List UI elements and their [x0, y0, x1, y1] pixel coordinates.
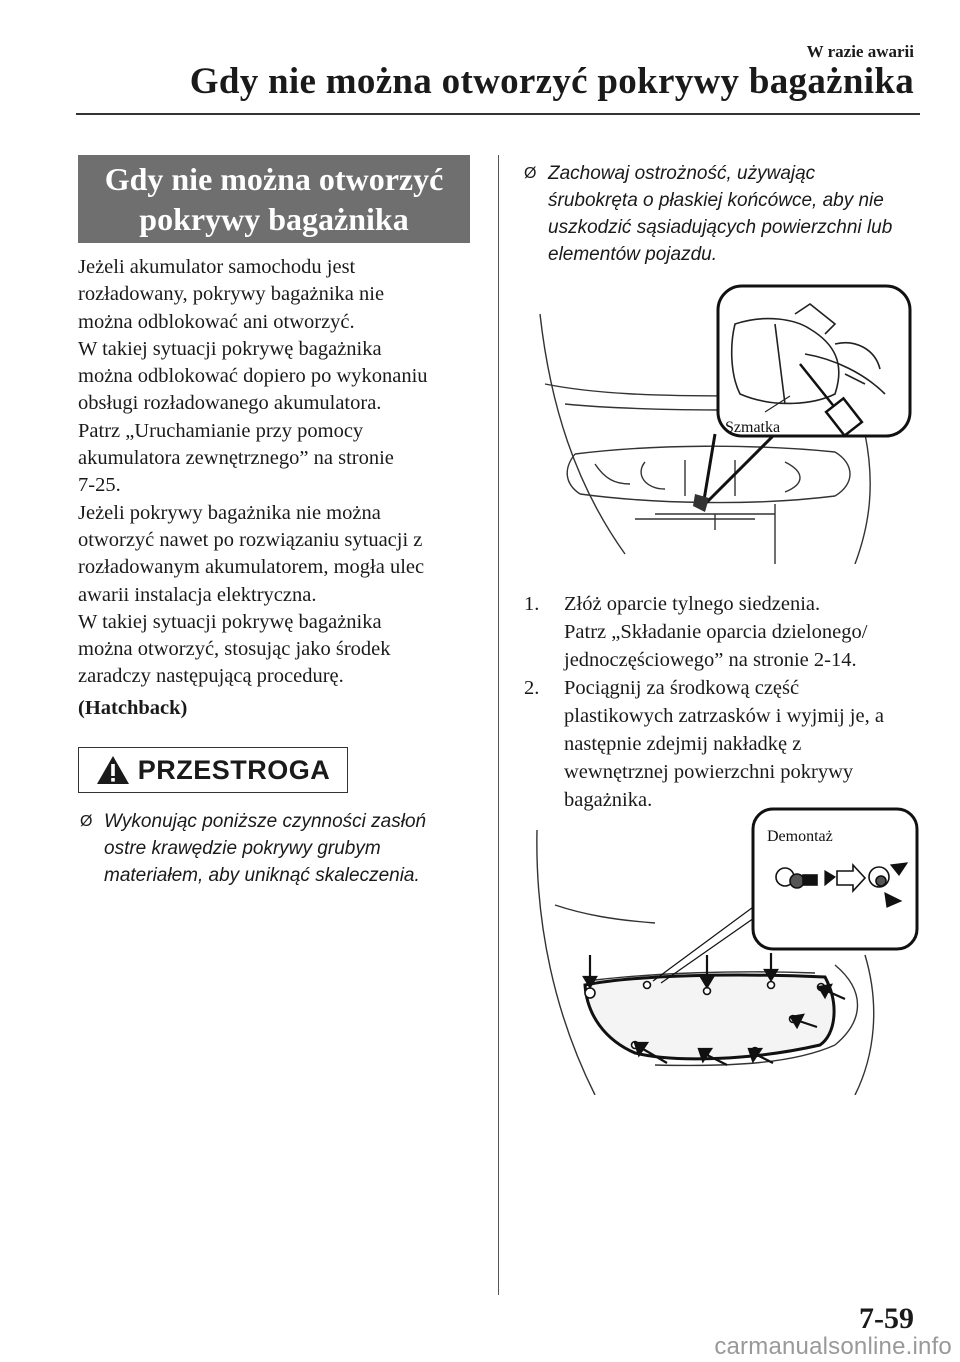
intro-line: Jeżeli akumulator samochodu jest [78, 256, 356, 278]
intro-line: akumulatora zewnętrznego” na stronie [78, 447, 394, 470]
bullet-arrow-icon: Ø [524, 165, 537, 182]
bullet-line: Zachowaj ostrożność, używając [548, 163, 816, 184]
watermark: carmanualsonline.info [714, 1333, 952, 1360]
header-rule [76, 113, 920, 115]
step-line: wewnętrznej powierzchni pokrywy [564, 761, 854, 783]
section-title-box [78, 155, 470, 243]
step-line: Pociągnij za środkową część [564, 677, 800, 699]
bullet-line: Wykonując poniższe czynności zasłoń [104, 811, 427, 832]
hatchback-subheading: (Hatchback) [78, 697, 188, 719]
bullet-line: materiałem, aby uniknąć skaleczenia. [104, 865, 420, 886]
liftgate-trim-illustration [535, 805, 920, 1095]
intro-line: Patrz „Uruchamianie przy pomocy [78, 419, 364, 442]
caution-bullet-screwdriver [524, 160, 920, 268]
intro-line: Jeżeli pokrywy bagażnika nie można [78, 501, 381, 524]
step-line: Złóż oparcie tylnego siedzenia. [564, 593, 821, 615]
page-header-title: Gdy nie można otworzyć pokrywy bagażnika [189, 61, 914, 102]
bullet-arrow-icon: Ø [80, 813, 93, 830]
bullet-line: uszkodzić sąsiadujących powierzchni lub [548, 217, 893, 238]
intro-line: W takiej sytuacji pokrywę bagażnika [78, 337, 382, 360]
intro-line: 7-25. [78, 474, 121, 497]
liftgate-latch-illustration [535, 284, 915, 564]
step-line: następnie zdejmij nakładkę z [564, 733, 802, 755]
section-title-line-1: Gdy nie można otworzyć [104, 161, 444, 197]
intro-line: awarii instalacja elektryczna. [78, 583, 317, 606]
caution-label: PRZESTROGA [137, 754, 331, 785]
intro-line: rozładowany, pokrywy bagażnika nie [78, 283, 385, 306]
warning-triangle-icon [96, 755, 130, 785]
intro-line: W takiej sytuacji pokrywę bagażnika [78, 610, 382, 633]
intro-line: obsługi rozładowanego akumulatora. [78, 392, 382, 415]
step-line: plastikowych zatrzasków i wyjmij je, a [564, 705, 884, 727]
intro-line: można odblokować dopiero po wykonaniu [78, 365, 428, 388]
procedure-steps [524, 590, 924, 814]
step-number: 2. [524, 677, 540, 699]
bullet-line: śrubokręta o płaskiej końcówce, aby nie [548, 190, 884, 211]
step-line: bagażnika. [564, 789, 653, 811]
section-title-line-2: pokrywy bagażnika [139, 201, 409, 237]
caution-bullet-cover-edges [80, 808, 470, 889]
caution-banner [78, 747, 348, 793]
step-1 [524, 590, 924, 674]
intro-line: zaradczy następującą procedurę. [78, 665, 344, 688]
page-number: 7-59 [859, 1302, 914, 1335]
step-number: 1. [524, 593, 540, 615]
intro-line: rozładowanym akumulatorem, mogła ulec [78, 556, 425, 579]
callout-label-szmatka: Szmatka [725, 419, 781, 436]
column-divider [498, 155, 499, 1295]
step-line: jednoczęściowego” na stronie 2-14. [564, 649, 857, 671]
callout-label-demontaz: Demontaż [767, 828, 833, 845]
intro-line: można otworzyć, stosując jako środek [78, 638, 391, 661]
intro-line: można odblokować ani otworzyć. [78, 310, 355, 333]
intro-line: otworzyć nawet po rozwiązaniu sytuacji z [78, 528, 423, 551]
section-label: W razie awarii [806, 42, 914, 61]
step-2 [524, 674, 924, 814]
bullet-line: elementów pojazdu. [548, 244, 717, 265]
figure-clip-removal [535, 805, 920, 1095]
intro-paragraph [78, 254, 478, 691]
figure-screwdriver-rag [535, 284, 915, 564]
bullet-line: ostre krawędzie pokrywy grubym [104, 838, 381, 859]
step-line: Patrz „Składanie oparcia dzielonego/ [564, 621, 868, 643]
